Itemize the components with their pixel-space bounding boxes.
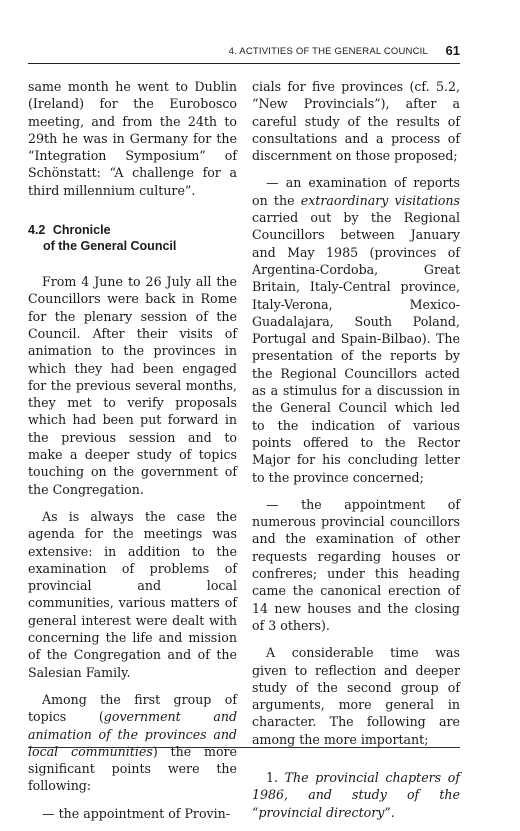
running-head: 4. ACTIVITIES OF THE GENERAL COUNCIL [228, 46, 428, 57]
footer-rule [28, 747, 460, 748]
left-paragraph-1: same month he went to Dublin (Ireland) for the Eurobosco meeting, and from the 24th to 29th he was in Germany for the “Integration Symposium” of Schönstatt: “A challenge for a third millennium culture”. [28, 79, 237, 198]
right-paragraph-1: cials for five provinces (cf. 5.2, “New Provincials”), after a careful study of the results of consultations and a process of discernment on those proposed; [252, 79, 460, 164]
right-paragraph-2 [252, 174, 460, 485]
right-paragraph-3: — the appointment of numerous provincial councillors and the examination of other requests regarding houses or confreres; under this heading came the canonical erection of 14 new houses and the closing of 3 others). [252, 496, 460, 633]
section-heading [28, 222, 237, 254]
right-paragraph-2-end: carried out by the Regional Councillors between January and May 1985 (provinces of Argentina-Cordoba, Great Britain, Italy-Central province, Italy-Verona, Mexico-Guadalajara, South Poland, Portugal and Spain-Bilbao). The presentation of the reports by the Regional Councillors acted as a stimulus for a discussion in the General Council which led to the indication of various points offered to the Rector Major for his concluding letter to the province concerned; [252, 210, 460, 485]
right-paragraph-2-start: — an examination of reports on the [252, 175, 460, 208]
left-paragraph-4-end: ) the more significant points were the following: [28, 743, 237, 794]
left-column [28, 78, 237, 822]
right-paragraph-2-italic: extraordinary visitations [300, 192, 460, 208]
left-paragraph-4-start: Among the first group of topics ( [28, 691, 237, 725]
left-paragraph-5: — the appointment of Provin- [42, 805, 231, 821]
list-number: 1. [266, 769, 279, 785]
section-number: 4.2 [28, 223, 46, 238]
section-title-line-2: of the General Council [43, 239, 177, 254]
left-paragraph-4 [28, 691, 237, 795]
left-paragraph-4-italic: government and animation of the provinces and local communities [28, 709, 238, 759]
left-paragraph-2: From 4 June to 26 July all the Councillors were back in Rome for the plenary session of the Council. After their visits of animation to the provinces in which they had been engaged for the previous several months, they met to verify proposals which had been put forward in the previous session and to make a deeper study of topics touching on the government of the Congregation. [28, 274, 237, 497]
right-paragraph-5 [252, 769, 460, 821]
page-header [28, 43, 460, 61]
header-rule [28, 63, 460, 64]
page-number: 61 [445, 43, 460, 58]
section-title-line-1: Chronicle [52, 223, 111, 238]
right-paragraph-4: A considerable time was given to reflection and deeper study of the second group of arguments, more general in character. The following are among the more important; [252, 645, 460, 747]
left-paragraph-3: As is always the case the agenda for the meetings was extensive: in addition to the examination of problems of provincial and local communities, various matters of general interest were dealt with concerning the life and mission of the Congregation and of the Salesian Family. [28, 508, 237, 680]
right-column [252, 78, 460, 831]
list-item-italic: The provincial chapters of 1986, and study of the “provincial directory”. [252, 769, 460, 820]
